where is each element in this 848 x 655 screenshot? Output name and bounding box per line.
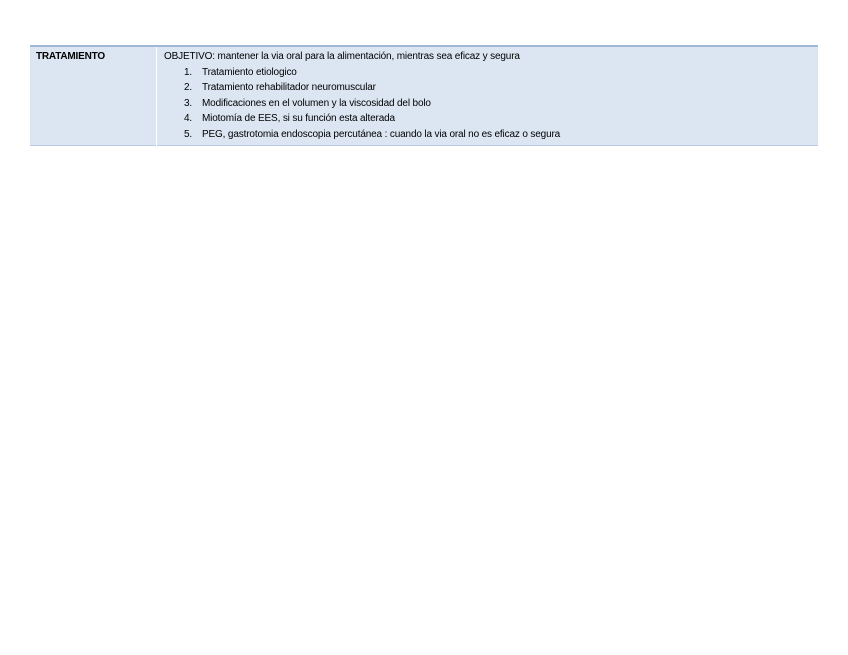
- table-row: [30, 46, 818, 146]
- list-item: [164, 80, 818, 96]
- list-item-number: 2.: [183, 82, 192, 93]
- list-item: [164, 65, 818, 81]
- list-item-text: Modificaciones en el volumen y la viscosidad del bolo: [202, 97, 431, 109]
- list-item: [164, 111, 818, 127]
- row-content: [157, 46, 819, 146]
- list-item-number: 4.: [183, 113, 192, 124]
- treatment-list: [164, 65, 818, 143]
- list-item-number: 1.: [183, 66, 192, 78]
- row-label: TRATAMIENTO: [36, 51, 105, 62]
- list-item-number: 3.: [183, 97, 192, 109]
- list-item: [164, 96, 818, 112]
- list-item-text: Tratamiento etiologico: [202, 66, 297, 78]
- treatment-table: [30, 45, 818, 146]
- list-item-text: Miotomía de EES, si su función esta alterada: [202, 113, 395, 124]
- list-item: [164, 127, 818, 143]
- list-item-number: 5.: [183, 128, 192, 140]
- list-item-text: PEG, gastrotomia endoscopia percutánea : cuando la via oral no es eficaz o segura: [202, 128, 561, 140]
- objective-text: OBJETIVO: mantener la via oral para la alimentación, mientras sea eficaz y segura: [164, 51, 520, 62]
- list-item-text: Tratamiento rehabilitador neuromuscular: [202, 82, 376, 93]
